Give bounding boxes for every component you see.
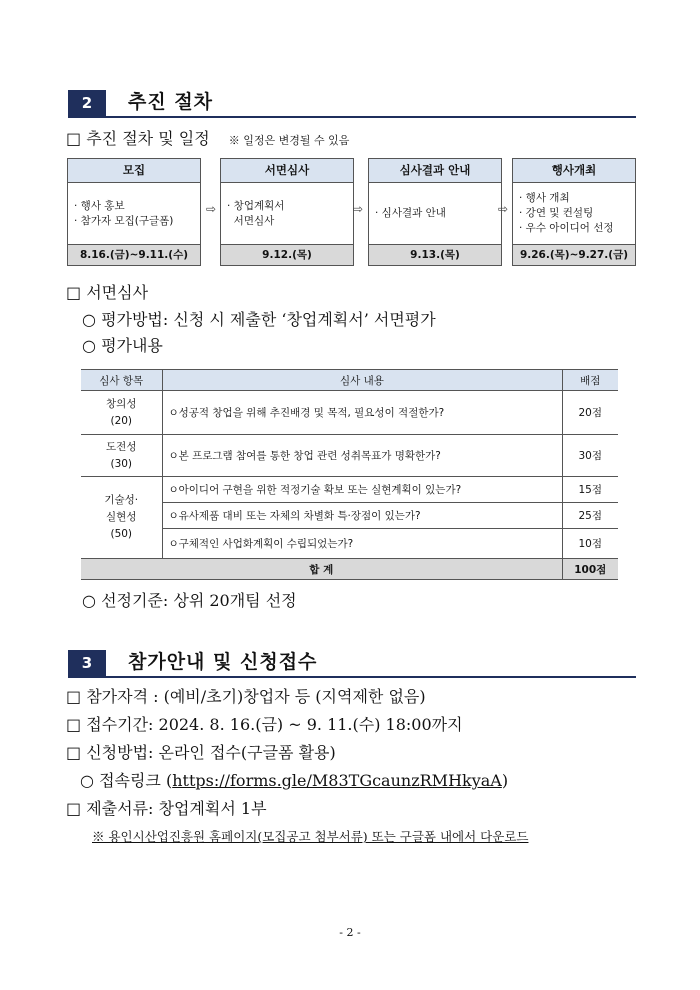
criteria-cell: ㅇ아이디어 구현을 위한 적정기술 확보 또는 실현계획이 있는가? bbox=[162, 477, 562, 503]
section-3-number: 3 bbox=[68, 650, 106, 676]
step-item: · 우수 아이디어 선정 bbox=[519, 222, 614, 234]
square-bullet-icon: □ bbox=[66, 799, 82, 818]
application-period: □ 접수기간: 2024. 8. 16.(금) ~ 9. 11.(수) 18:00까지 bbox=[66, 715, 463, 734]
total-score: 100점 bbox=[562, 559, 618, 580]
step-result-notice bbox=[368, 158, 502, 266]
score-cell: 25점 bbox=[562, 503, 618, 529]
square-bullet-icon: □ bbox=[66, 129, 82, 148]
column-header: 심사 내용 bbox=[162, 370, 562, 391]
criteria-cell: ㅇ본 프로그램 참여를 통한 창업 관련 성취목표가 명확한가? bbox=[162, 435, 562, 477]
circle-bullet-icon: ○ bbox=[82, 591, 96, 610]
table-row bbox=[81, 503, 618, 529]
flow-arrow-icon: ⇨ bbox=[205, 202, 217, 216]
step-item: 서면심사 bbox=[227, 214, 275, 227]
step-title: 심사결과 안내 bbox=[369, 159, 501, 183]
review-content-heading: ○ 평가내용 bbox=[82, 336, 163, 355]
category-cell: 도전성 (30) bbox=[81, 435, 162, 477]
step-date: 9.12.(목) bbox=[221, 244, 353, 265]
circle-bullet-icon: ○ bbox=[80, 771, 94, 790]
review-heading: □ 서면심사 bbox=[66, 283, 149, 302]
section-2-number: 2 bbox=[68, 90, 106, 116]
step-item: · 행사 개최 bbox=[519, 192, 570, 204]
step-date: 9.26.(목)~9.27.(금) bbox=[513, 244, 635, 265]
score-cell: 30점 bbox=[562, 435, 618, 477]
step-title: 행사개최 bbox=[513, 159, 635, 183]
section-3-title: 참가안내 및 신청접수 bbox=[128, 651, 318, 673]
circle-bullet-icon: ○ bbox=[82, 310, 96, 329]
category-cell: 기술성· 실현성 (50) bbox=[81, 477, 162, 559]
criteria-cell: ㅇ유사제품 대비 또는 자체의 차별화 특·장점이 있는가? bbox=[162, 503, 562, 529]
google-form-link[interactable]: https://forms.gle/M83TGcaunzRMHkyaA bbox=[172, 771, 502, 790]
table-row bbox=[81, 529, 618, 559]
criteria-cell: ㅇ구체적인 사업화계획이 수립되었는가? bbox=[162, 529, 562, 559]
score-cell: 20점 bbox=[562, 391, 618, 435]
section-2-header bbox=[68, 88, 636, 118]
criteria-cell: ㅇ성공적 창업을 위해 추진배경 및 목적, 필요성이 적절한가? bbox=[162, 391, 562, 435]
table-row bbox=[81, 435, 618, 477]
section-2-title: 추진 절차 bbox=[128, 91, 214, 113]
square-bullet-icon: □ bbox=[66, 743, 82, 762]
step-item: · 심사결과 안내 bbox=[375, 207, 446, 219]
schedule-note: ※ 일정은 변경될 수 있음 bbox=[228, 134, 350, 147]
eligibility: □ 참가자격 : (예비/초기)창업자 등 (지역제한 없음) bbox=[66, 687, 426, 706]
schedule-heading: □ 추진 절차 및 일정 ※ 일정은 변경될 수 있음 bbox=[66, 129, 350, 148]
application-method: □ 신청방법: 온라인 접수(구글폼 활용) bbox=[66, 743, 336, 762]
step-title: 모집 bbox=[68, 159, 200, 183]
table-total-row bbox=[81, 559, 618, 580]
table-row bbox=[81, 391, 618, 435]
step-item: · 행사 홍보 bbox=[74, 199, 125, 212]
review-method: ○ 평가방법: 신청 시 제출한 ‘창업계획서’ 서면평가 bbox=[82, 310, 436, 329]
selection-criteria: ○ 선정기준: 상위 20개팀 선정 bbox=[82, 591, 297, 610]
evaluation-table bbox=[81, 369, 618, 580]
column-header: 배점 bbox=[562, 370, 618, 391]
score-cell: 10점 bbox=[562, 529, 618, 559]
flow-arrow-icon: ⇨ bbox=[352, 202, 364, 216]
section-3-header bbox=[68, 648, 636, 678]
table-row bbox=[81, 477, 618, 503]
access-link-line: ○ 접속링크 (https://forms.gle/M83TGcaunzRMHkyaA) bbox=[80, 771, 509, 790]
step-document-review bbox=[220, 158, 354, 266]
category-cell: 창의성 (20) bbox=[81, 391, 162, 435]
square-bullet-icon: □ bbox=[66, 715, 82, 734]
flow-arrow-icon: ⇨ bbox=[497, 202, 509, 216]
column-header: 심사 항목 bbox=[81, 370, 162, 391]
step-item: · 창업계획서 bbox=[227, 199, 285, 212]
step-item: · 참가자 모집(구글폼) bbox=[74, 214, 174, 227]
step-date: 8.16.(금)~9.11.(수) bbox=[68, 244, 200, 265]
required-documents: □ 제출서류: 창업계획서 1부 bbox=[66, 799, 267, 818]
table-header-row bbox=[81, 370, 618, 391]
page-number: - 2 - bbox=[339, 926, 361, 939]
score-cell: 15점 bbox=[562, 477, 618, 503]
circle-bullet-icon: ○ bbox=[82, 336, 96, 355]
square-bullet-icon: □ bbox=[66, 283, 82, 302]
step-recruit bbox=[67, 158, 201, 266]
step-title: 서면심사 bbox=[221, 159, 353, 183]
step-date: 9.13.(목) bbox=[369, 244, 501, 265]
square-bullet-icon: □ bbox=[66, 687, 82, 706]
step-item: · 강연 및 컨설팅 bbox=[519, 207, 594, 219]
total-label: 합 계 bbox=[81, 559, 562, 580]
download-note: ※ 용인시산업진흥원 홈페이지(모집공고 첨부서류) 또는 구글폼 내에서 다운로드 bbox=[92, 829, 529, 844]
step-event bbox=[512, 158, 636, 266]
